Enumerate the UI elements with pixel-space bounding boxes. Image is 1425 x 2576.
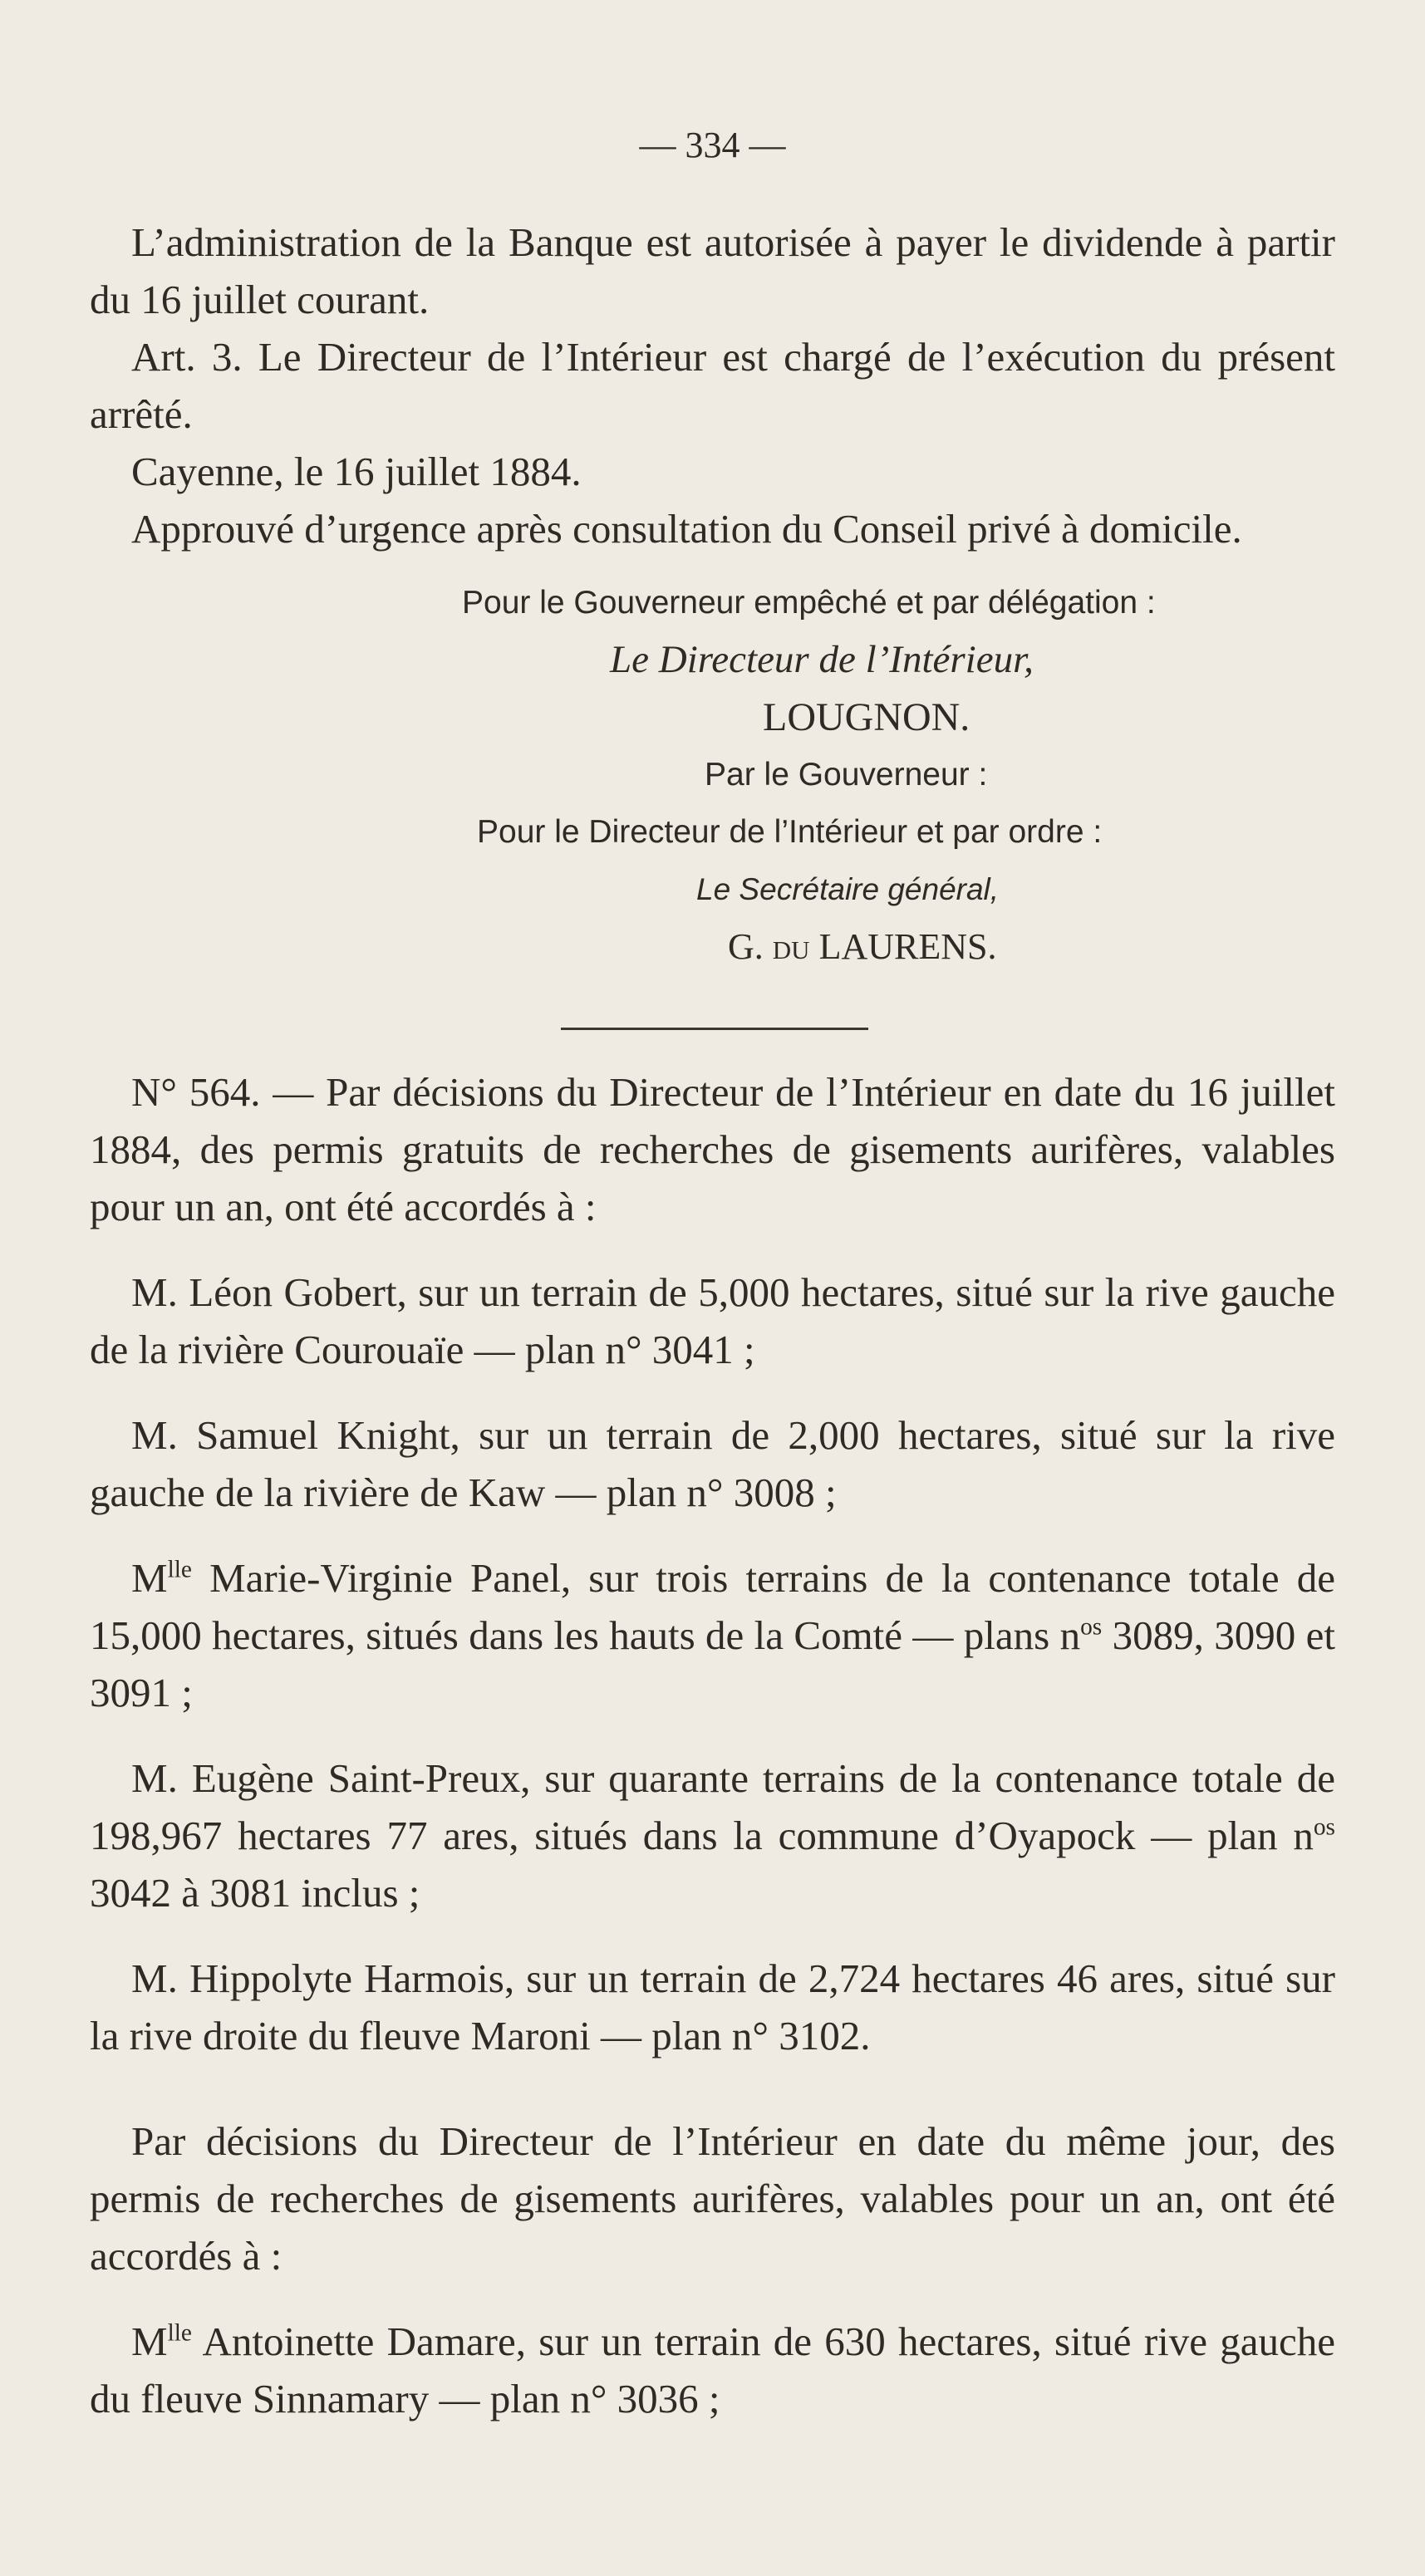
article-3-paragraph: Art. 3. Le Directeur de l’Intérieur est chargé de l’exécution du présent arrêté. [90,334,1335,437]
grant-item-panel-text: Marie-Virginie Panel, sur trois terrains de la contenance totale de 15,000 hectares, situés dans les hauts de la Comté — plans n [90,1555,1335,1658]
date-line: Cayenne, le 16 juillet 1884. [131,449,582,494]
grant-item-saint-preux [90,1749,1335,1921]
grant-item-damare [90,2313,1335,2427]
honorific: M [131,2318,168,2364]
signature-title-directeur: Le Directeur de l’Intérieur, [610,638,1034,681]
signature-surname: LAURENS. [818,926,997,967]
page-number: — 334 — [639,125,786,165]
grant-item-saint-preux-text: M. Eugène Saint-Preux, sur quarante terrains de la contenance totale de 198,967 hectares 77 ares, situés dans la commune d’Oyapock — plan n [90,1755,1335,1858]
signature-initial: G. [728,926,764,967]
signature-par-ordre: Pour le Directeur de l’Intérieur et par ordre : [477,814,1103,850]
signature-delegation-line: Pour le Gouverneur empêché et par délégation : [462,585,1156,621]
approval-paragraph: Approuvé d’urgence après consultation du Conseil privé à domicile. [131,506,1242,552]
section-divider [561,1028,868,1030]
honorific: M [131,1555,168,1601]
signature-name-lougnon: LOUGNON. [763,695,970,739]
grant-item-saint-preux-plans: 3042 à 3081 inclus ; [90,1870,420,1916]
grant-item-damare-text: Antoinette Damare, sur un terrain de 630 hectares, situé rive gauche du fleuve Sinnamary — plan n° 3036 ; [90,2318,1335,2421]
honorific-superscript: lle [167,2319,192,2347]
grant-item-panel-plans: 3089, 3090 et 3091 ; [90,1612,1335,1715]
grant-item-harmois: M. Hippolyte Harmois, sur un terrain de 2,724 hectares 46 ares, situé sur la rive droite du fleuve Maroni — plan n° 3102. [90,1955,1335,2058]
signature-par-gouverneur: Par le Gouverneur : [705,757,988,792]
plans-superscript: os [1313,1813,1335,1841]
signature-name-laurens [728,918,1335,975]
grant-item-knight: M. Samuel Knight, sur un terrain de 2,000 hectares, situé sur la rive gauche de la rivière de Kaw — plan n° 3008 ; [90,1412,1335,1515]
decision-564-intro: N° 564. — Par décisions du Directeur de l’Intérieur en date du 16 juillet 1884, des permis gratuits de recherches de gisements aurifères, valables pour un an, ont été accordés à : [90,1069,1335,1229]
grant-item-gobert: M. Léon Gobert, sur un terrain de 5,000 hectares, situé sur la rive gauche de la rivière Courouaïe — plan n° 3041 ; [90,1269,1335,1372]
decision-second-intro: Par décisions du Directeur de l’Intérieur en date du même jour, des permis de recherches de gisements aurifères, valables pour un an, ont été accordés à : [90,2118,1335,2279]
plans-superscript: os [1080,1613,1103,1641]
dividend-paragraph: L’administration de la Banque est autorisée à payer le dividende à partir du 16 juillet courant. [90,219,1335,322]
grant-item-panel [90,1549,1335,1721]
honorific-superscript: lle [167,1556,192,1583]
signature-particle: du [772,926,810,967]
signature-title-secretaire: Le Secrétaire général, [696,872,1000,906]
